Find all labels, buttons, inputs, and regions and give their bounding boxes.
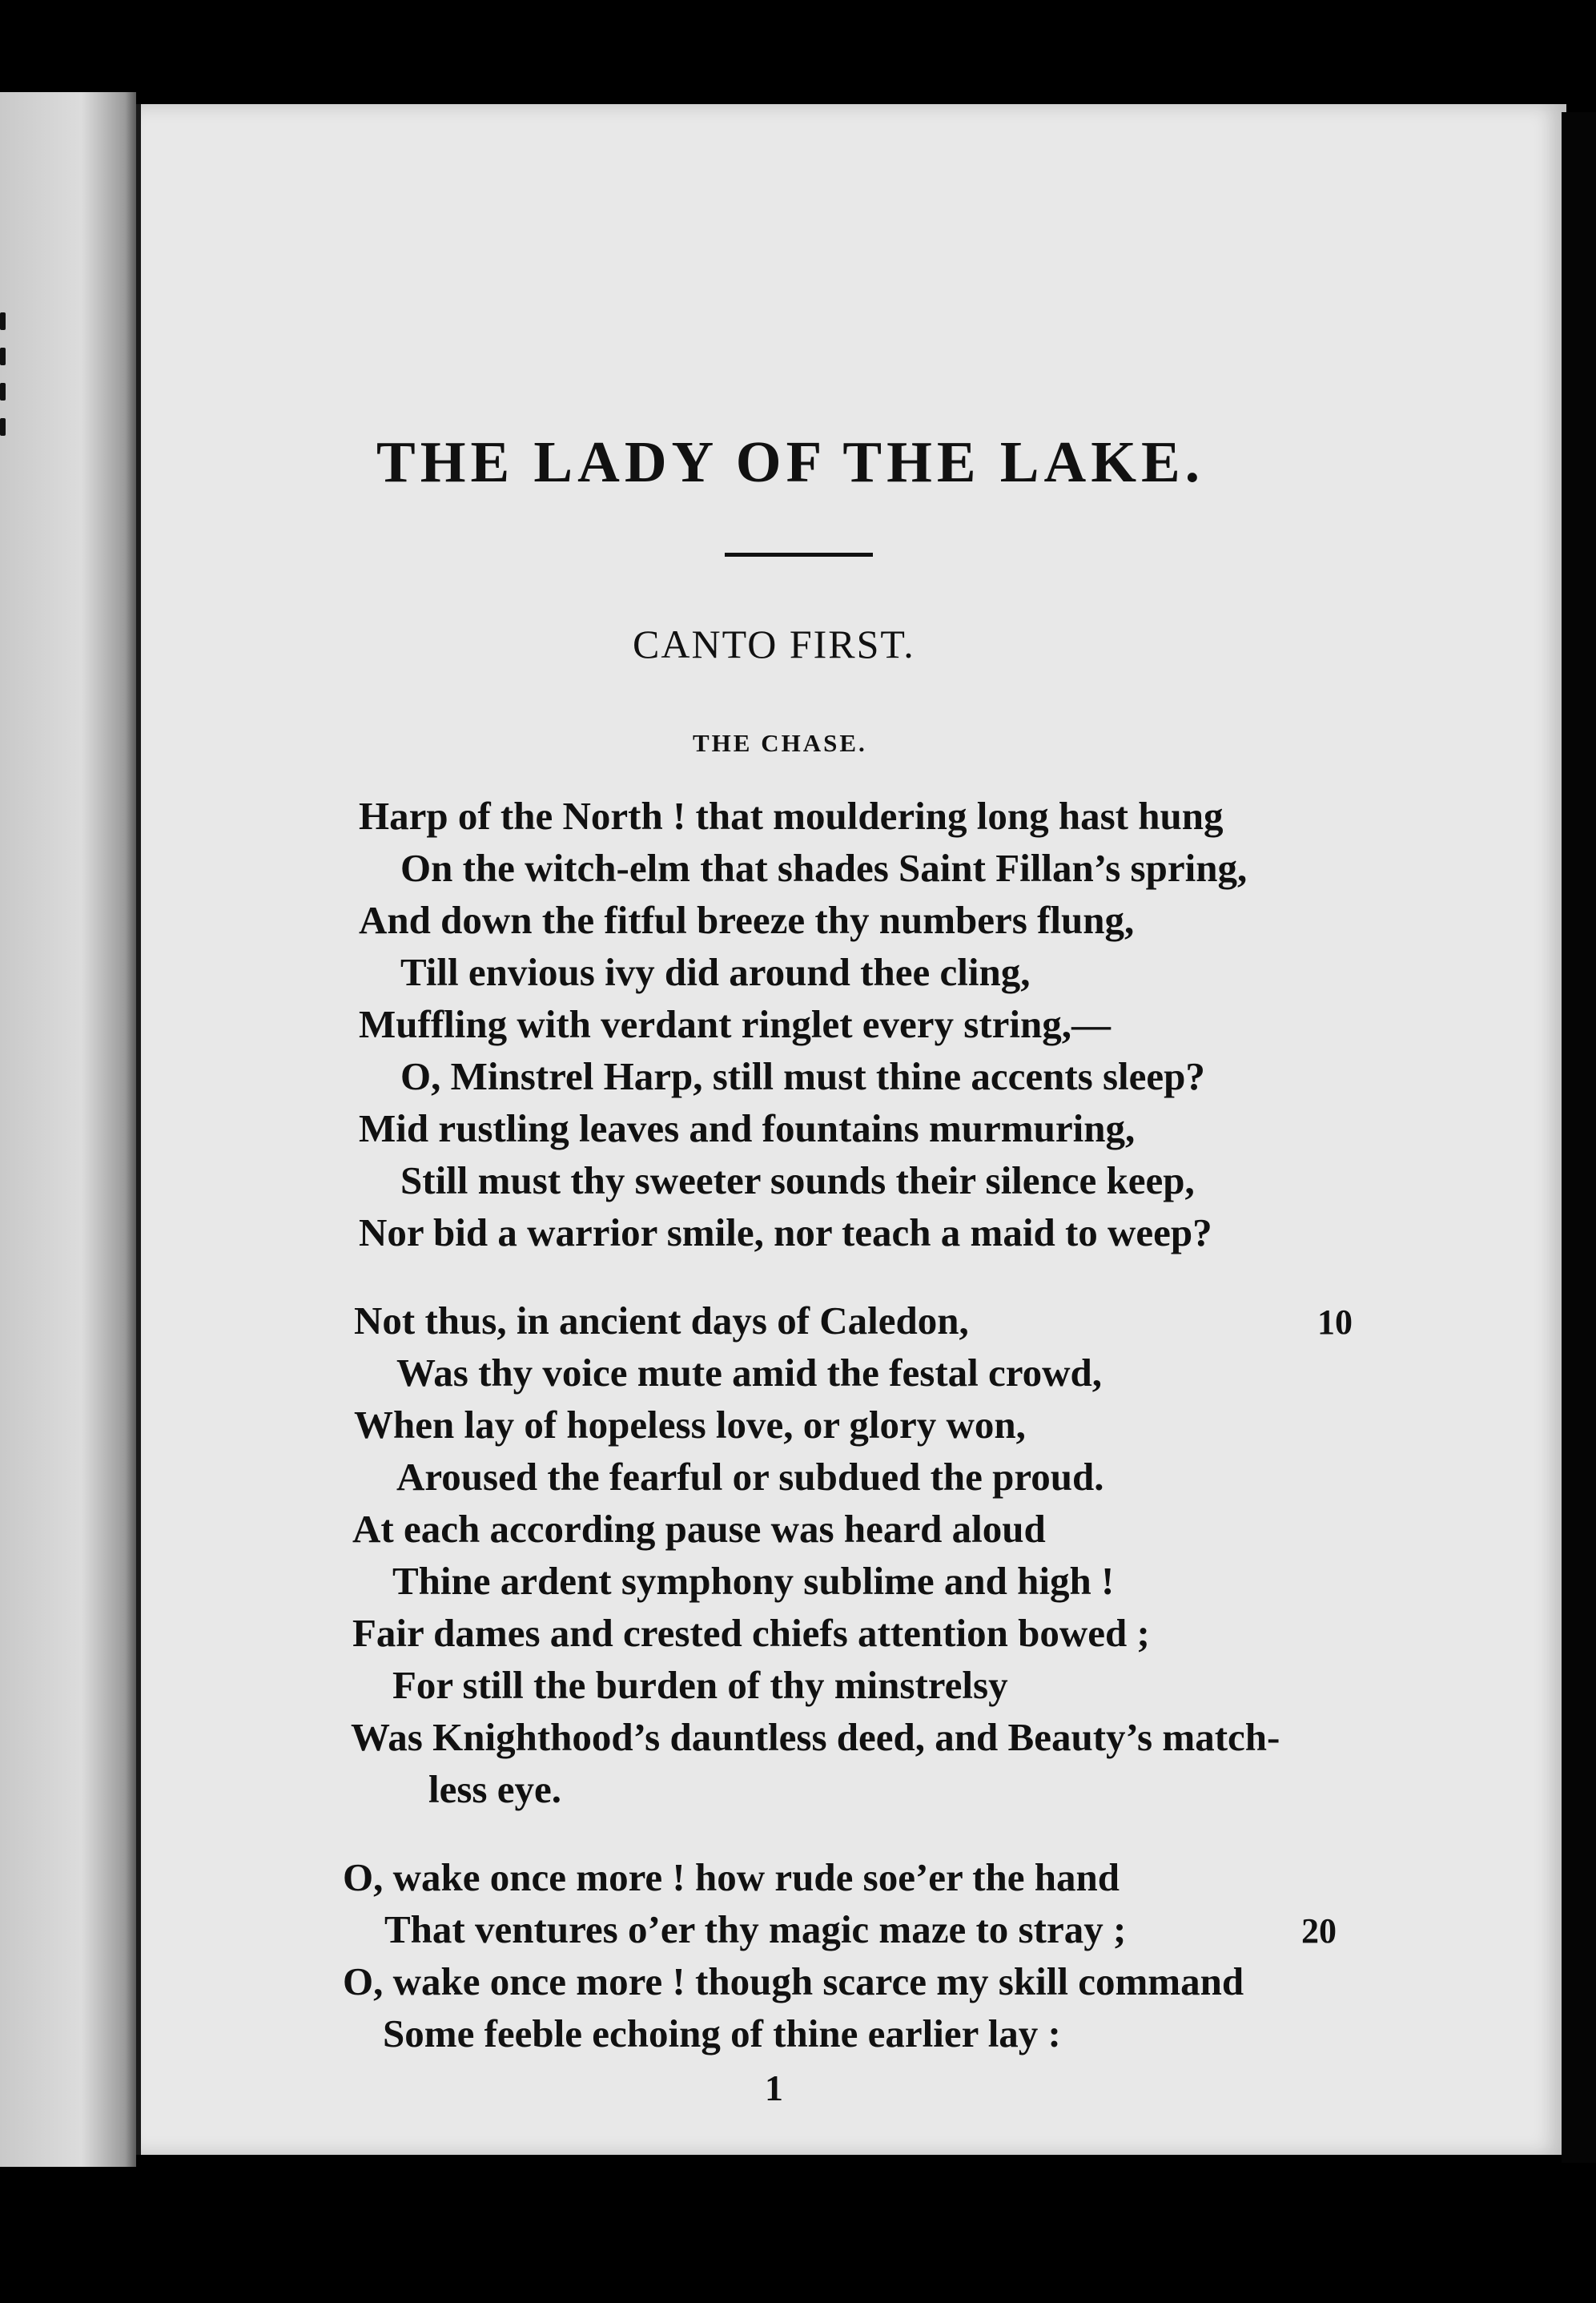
poem-line: Nor bid a warrior smile, nor teach a maid to weep?	[359, 1210, 1212, 1254]
poem-line: And down the fitful breeze thy numbers flung,	[359, 898, 1135, 942]
poem-line: Aroused the fearful or subdued the proud.	[396, 1455, 1104, 1499]
poem-line: When lay of hopeless love, or glory won,	[354, 1403, 1026, 1447]
poem-line: O, wake once more ! how rude soe’er the hand	[343, 1855, 1120, 1899]
poem-line: That ventures o’er thy magic maze to stray ;	[384, 1907, 1127, 1951]
poem-line: Was Knighthood’s dauntless deed, and Beauty’s match-	[351, 1715, 1280, 1759]
section-heading: THE CHASE.	[693, 729, 867, 757]
poem-line: O, Minstrel Harp, still must thine accents sleep?	[400, 1054, 1205, 1098]
poem-line: Some feeble echoing of thine earlier lay :	[383, 2011, 1061, 2055]
facing-page-marks	[0, 312, 8, 453]
poem-line: Thine ardent symphony sublime and high !	[392, 1559, 1115, 1603]
line-number: 10	[1317, 1302, 1353, 1342]
poem-line: Mid rustling leaves and fountains murmuring,	[359, 1106, 1136, 1150]
poem-line: At each according pause was heard aloud	[352, 1507, 1046, 1551]
poem-line: O, wake once more ! though scarce my skill command	[343, 1959, 1244, 2003]
canto-heading: CANTO FIRST.	[633, 622, 915, 666]
poem-line: On the witch-elm that shades Saint Fillan’s spring,	[400, 846, 1248, 890]
poem-line: For still the burden of thy minstrelsy	[392, 1663, 1008, 1707]
poem-line: less eye.	[428, 1767, 561, 1811]
poem-line: Muffling with verdant ringlet every string,—	[359, 1002, 1112, 1046]
page-shadow	[1562, 112, 1596, 2163]
poem-line: Till envious ivy did around thee cling,	[400, 950, 1031, 994]
book-title: THE LADY OF THE LAKE.	[376, 429, 1204, 494]
poem-line: Fair dames and crested chiefs attention bowed ;	[352, 1611, 1150, 1655]
poem-line: Harp of the North ! that mouldering long hast hung	[359, 794, 1224, 838]
title-rule	[725, 553, 873, 557]
poem-line: Not thus, in ancient days of Caledon,	[354, 1298, 969, 1343]
page-number: 1	[765, 2067, 783, 2108]
poem-line: Was thy voice mute amid the festal crowd,	[396, 1351, 1102, 1395]
facing-page-edge	[0, 92, 136, 2167]
poem-line: Still must thy sweeter sounds their silence keep,	[400, 1158, 1195, 1202]
line-number: 20	[1301, 1911, 1337, 1951]
